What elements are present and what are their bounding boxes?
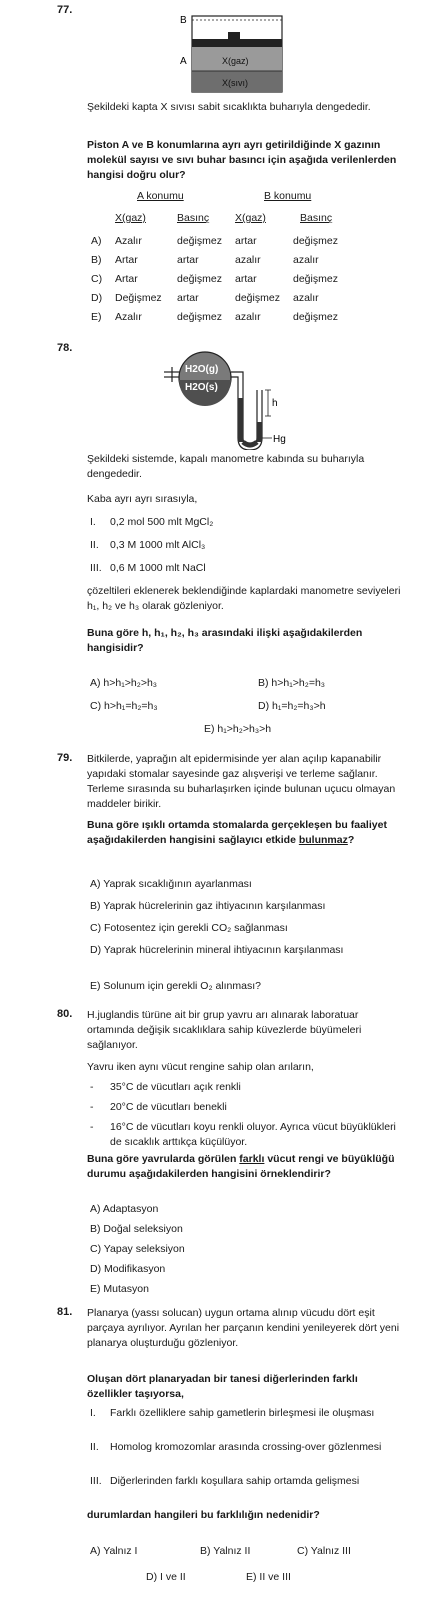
q78-question: Buna göre h, h₁, h₂, h₃ arasındaki ilişki aşağıdakilerden hangisidir? (87, 627, 363, 654)
q79-question-underlined: bulunmaz (298, 834, 348, 846)
q78-item-3-text: 0,6 M 1000 mlt NaCl (110, 562, 206, 574)
q79-option-e[interactable]: E) Solunum için gerekli O₂ alınması? (90, 980, 261, 992)
q80-question-pre: Buna göre yavrularda görülen (87, 1153, 237, 1165)
q77-option-c-c4: değişmez (293, 273, 338, 285)
q81-item-2-text: Homolog kromozomlar arasında crossing-over gözlenmesi (110, 1441, 382, 1453)
question-78-number: 78. (57, 342, 73, 354)
q81-option-c[interactable]: C) Yalnız III (297, 1545, 351, 1557)
q79-question (87, 818, 397, 848)
q78-item-1-num: I. (90, 516, 96, 528)
q81-stem: Planarya (yassı solucan) uygun ortama alınıp vücudu dört eşit parçaya ayrılıyor. Ayrılan her parçanın kendini yenileyerek dört yeni planarya oluşturduğu gözleniyor. (87, 1307, 400, 1349)
q77-option-d-c3: değişmez (235, 292, 280, 304)
q81-item-3-text: Diğerlerinden farklı koşullara sahip ortamda gelişmesi (110, 1475, 360, 1487)
q79-question-post: ? (347, 834, 355, 846)
q77-gas-layer-label: X(gaz) (222, 56, 249, 66)
q77-option-a-c4: değişmez (293, 235, 338, 247)
question-81-number: 81. (57, 1306, 73, 1318)
q80-bullet-1: 35°C de vücutları açık renkli (110, 1081, 241, 1093)
q81-option-b[interactable]: B) Yalnız II (200, 1545, 251, 1557)
q79-option-c[interactable]: C) Fotosentez için gerekli CO₂ sağlanması (90, 922, 288, 934)
q77-col1-header: X(gaz) (115, 212, 146, 224)
q81-item-3-num: III. (90, 1475, 102, 1487)
q77-option-c-c1: Artar (115, 273, 138, 285)
q78-liquid-label: H2O(s) (185, 382, 218, 393)
q78-option-c[interactable]: C) h>h₁=h₂=h₃ (90, 700, 158, 712)
q77-col2-header: Basınç (177, 212, 210, 224)
q78-option-a[interactable]: A) h>h₁>h₂>h₃ (90, 677, 158, 689)
q77-col3-header: X(gaz) (235, 212, 266, 224)
q80-intro: Yavru iken aynı vücut rengine sahip olan arıların, (87, 1061, 314, 1073)
q81-closing: durumlardan hangileri bu farklılığın nedenidir? (87, 1509, 320, 1521)
q77-option-e-c1: Azalır (115, 311, 142, 323)
q78-gas-label: H2O(g) (185, 364, 219, 375)
q77-option-e-c2: değişmez (177, 311, 222, 323)
q80-bullet-3: 16°C de vücutları koyu renkli oluyor. Ayrıca vücut büyüklükleri de sıcaklık arttıkça küçülüyor. (110, 1121, 396, 1148)
q80-option-e[interactable]: E) Mutasyon (90, 1283, 149, 1295)
q77-label-a: A (180, 56, 187, 67)
q78-manometer-figure (160, 350, 300, 450)
q77-option-b-c1: Artar (115, 254, 138, 266)
q77-option-b-c2: artar (177, 254, 199, 266)
q78-stem: Şekildeki sistemde, kapalı manometre kabında su buharıyla dengededir. (87, 453, 365, 480)
q80-bullet-2: 20°C de vücutları benekli (110, 1101, 227, 1113)
q77-stem: Şekildeki kapta X sıvısı sabit sıcaklıkta buharıyla dengededir. (87, 101, 371, 113)
q79-option-a[interactable]: A) Yaprak sıcaklığının ayarlanması (90, 878, 252, 890)
q79-option-d[interactable]: D) Yaprak hücrelerinin mineral ihtiyacının karşılanması (90, 944, 344, 956)
q79-question-pre: Buna göre ışıklı ortamda stomalarda gerçekleşen bu faaliyet aşağıdakilerden hangisini sağlayıcı etkide (87, 819, 387, 846)
q78-item-2-text: 0,3 M 1000 mlt AlCl₃ (110, 539, 206, 551)
q77-option-b-c3: azalır (235, 254, 261, 266)
q80-bullet-2-dash: - (90, 1101, 94, 1113)
q80-bullet-3-dash: - (90, 1121, 94, 1133)
q80-option-b[interactable]: B) Doğal seleksiyon (90, 1223, 183, 1235)
question-79-number: 79. (57, 752, 73, 764)
q77-option-d-c4: azalır (293, 292, 319, 304)
q77-piston-vessel-figure (178, 12, 288, 94)
q77-option-b-letter[interactable]: B) (91, 254, 102, 266)
q77-option-c-c2: değişmez (177, 273, 222, 285)
q79-stem: Bitkilerde, yaprağın alt epidermisinde yer alan açılıp kapanabilir yapıdaki stomalar sayesinde gaz alışverişi ve terleme sağlanır. Terleme sırasında su buharlaşırken içinde bulunan uçucu olmayan maddeler birikir. (87, 753, 396, 810)
q80-bullet-1-dash: - (90, 1081, 94, 1093)
q77-answer-table (87, 190, 407, 330)
q78-item-1-text: 0,2 mol 500 mlt MgCl₂ (110, 516, 214, 528)
q77-option-d-c1: Değişmez (115, 292, 162, 304)
q81-item-1-text: Farklı özelliklere sahip gametlerin birleşmesi ile oluşması (110, 1407, 375, 1419)
q81-item-2-num: II. (90, 1441, 99, 1453)
q77-option-a-c3: artar (235, 235, 257, 247)
q77-question: Piston A ve B konumlarına ayrı ayrı getirildiğinde X gazının molekül sayısı ve sıvı buhar basıncı için aşağıda verilenlerden hangisi doğru olur? (87, 139, 397, 181)
q81-question: Oluşan dört planaryadan bir tanesi diğerlerinden farklı özellikler taşıyorsa, (87, 1373, 358, 1400)
q80-option-c[interactable]: C) Yapay seleksiyon (90, 1243, 185, 1255)
q78-option-d[interactable]: D) h₁=h₂=h₃>h (258, 700, 326, 712)
q78-option-e[interactable]: E) h₁>h₂>h₃>h (204, 723, 272, 735)
q81-option-a[interactable]: A) Yalnız I (90, 1545, 138, 1557)
q77-liquid-layer-label: X(sıvı) (222, 78, 248, 88)
q77-option-e-c4: değişmez (293, 311, 338, 323)
q77-option-d-letter[interactable]: D) (91, 292, 103, 304)
q78-hg-label: Hg (273, 434, 286, 445)
q77-option-e-letter[interactable]: E) (91, 311, 102, 323)
q78-after-text: çözeltileri eklenerek beklendiğinde kaplardaki manometre seviyeleri h₁, h₂ ve h₃ olarak gözleniyor. (87, 585, 401, 612)
q78-item-2-num: II. (90, 539, 99, 551)
q77-header-b: B konumu (264, 190, 312, 202)
q78-height-label: h (272, 398, 278, 409)
q77-option-d-c2: artar (177, 292, 199, 304)
q77-option-a-c1: Azalır (115, 235, 142, 247)
q79-option-b[interactable]: B) Yaprak hücrelerinin gaz ihtiyacının karşılanması (90, 900, 326, 912)
q77-label-b: B (180, 15, 187, 26)
q80-question (87, 1152, 402, 1182)
q80-option-d[interactable]: D) Modifikasyon (90, 1263, 166, 1275)
q77-option-e-c3: azalır (235, 311, 261, 323)
q80-stem: H.juglandis türüne ait bir grup yavru arı alınarak laboratuar ortamında değişik sıcaklıklara sahip küvezlerde büyümeleri sağlanıyor. (87, 1009, 362, 1051)
q80-question-underlined: farklı (239, 1153, 265, 1165)
q81-item-1-num: I. (90, 1407, 96, 1419)
q77-col4-header: Basınç (300, 212, 333, 224)
q77-option-c-c3: artar (235, 273, 257, 285)
q78-option-b[interactable]: B) h>h₁>h₂=h₃ (258, 677, 326, 689)
q78-intro: Kaba ayrı ayrı sırasıyla, (87, 493, 198, 505)
q77-option-a-letter[interactable]: A) (91, 235, 102, 247)
q77-option-c-letter[interactable]: C) (91, 273, 103, 285)
q77-option-a-c2: değişmez (177, 235, 222, 247)
q80-option-a[interactable]: A) Adaptasyon (90, 1203, 159, 1215)
q78-item-3-num: III. (90, 562, 102, 574)
question-77-number: 77. (57, 4, 73, 16)
q81-option-e[interactable]: E) II ve III (246, 1571, 291, 1583)
question-80-number: 80. (57, 1008, 73, 1020)
q80-question-post: vücut rengi ve büyüklüğü durumu aşağıdakilerden hangisini örneklendirir? (87, 1153, 395, 1180)
q77-header-a: A konumu (137, 190, 184, 202)
q81-option-d[interactable]: D) I ve II (146, 1571, 186, 1583)
q77-option-b-c4: azalır (293, 254, 319, 266)
